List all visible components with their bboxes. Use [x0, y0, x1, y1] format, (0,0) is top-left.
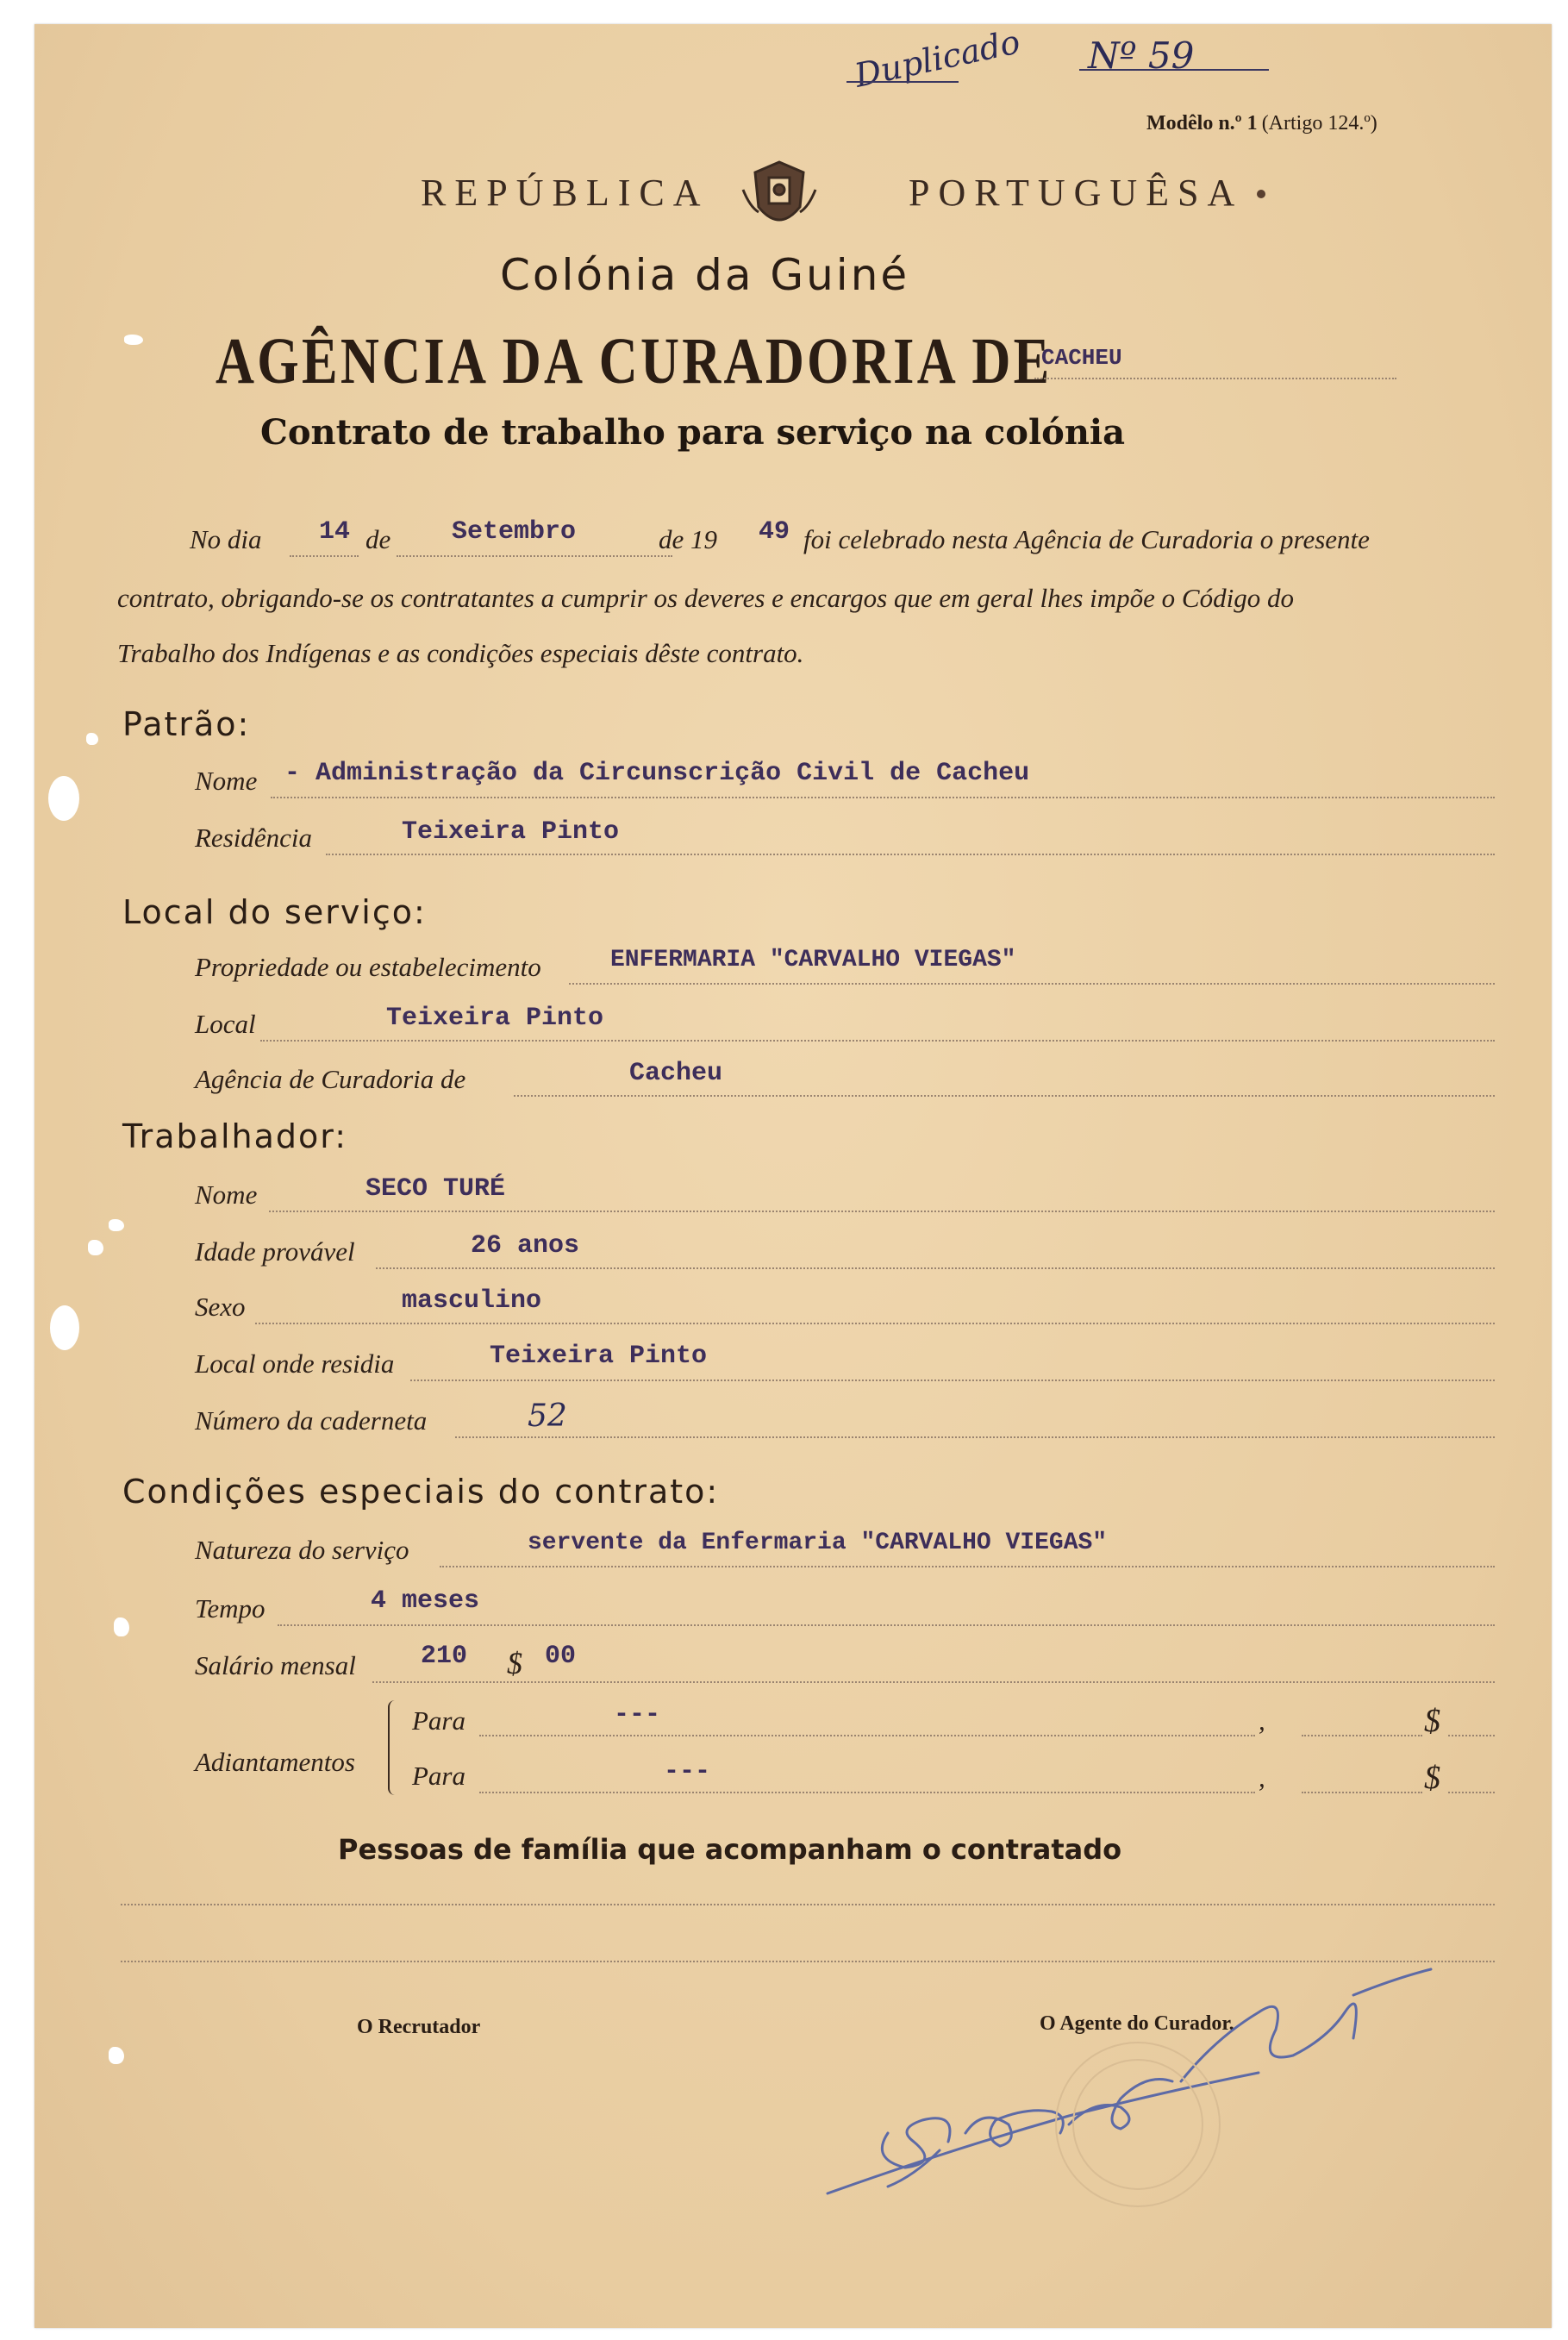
tempo-value: 4 meses: [371, 1586, 480, 1616]
trab-nome-label: Nome: [195, 1179, 258, 1210]
familia-heading: Pessoas de família que acompanham o contratado: [338, 1833, 1122, 1866]
residia-value: Teixeira Pinto: [490, 1342, 708, 1371]
residia-label: Local onde residia: [195, 1348, 395, 1379]
para-2-label: Para: [412, 1761, 465, 1791]
patrao-nome-value: - Administração da Circunscrição Civil de Cacheu: [284, 759, 1030, 788]
para-1-currency: $: [1424, 1703, 1440, 1739]
local-value: Teixeira Pinto: [386, 1004, 604, 1033]
duplicate-note: Duplicado: [851, 22, 1024, 95]
trabalhador-heading: Trabalhador:: [122, 1117, 347, 1155]
agent-signature: [810, 1961, 1517, 2219]
intro-day: 14: [319, 517, 351, 547]
caderneta-value: 52: [528, 1398, 567, 1434]
republic-right: PORTUGUÊSA: [909, 172, 1244, 214]
contract-title: Contrato de trabalho para serviço na colónia: [260, 412, 1126, 453]
trab-nome-value: SECO TURÉ: [365, 1174, 506, 1204]
caderneta-label: Número da caderneta: [195, 1405, 428, 1436]
tempo-label: Tempo: [195, 1593, 265, 1624]
propriedade-value: ENFERMARIA "CARVALHO VIEGAS": [610, 947, 1016, 973]
agencia-label: Agência de Curadoria de: [195, 1064, 466, 1094]
intro-year: 49: [759, 517, 790, 547]
agency-title: AGÊNCIA DA CURADORIA DE: [216, 325, 1053, 397]
intro-line-3: Trabalho dos Indígenas e as condições especiais dêste contrato.: [117, 638, 804, 668]
coat-of-arms-emblem: [738, 155, 821, 238]
number-underline: [1079, 69, 1269, 71]
republic-left: REPÚBLICA: [421, 172, 709, 214]
intro-line-2: contrato, obrigando-se os contratantes a cumprir os deveres e encargos que em geral lhes impõe o Código do: [117, 583, 1294, 613]
natureza-label: Natureza do serviço: [195, 1535, 409, 1565]
adiantamentos-label: Adiantamentos: [195, 1747, 355, 1777]
patrao-heading: Patrão:: [122, 705, 251, 743]
patrao-nome-label: Nome: [195, 766, 258, 796]
familia-line-1: [121, 1904, 1495, 1905]
local-servico-heading: Local do serviço:: [122, 893, 427, 931]
ink-dot: [1257, 190, 1265, 198]
salario-label: Salário mensal: [195, 1650, 356, 1680]
model-reference: Modêlo n.º 1 (Artigo 124.º): [1146, 112, 1377, 135]
document-page: [34, 24, 1552, 2328]
intro-text-4: foi celebrado nesta Agência de Curadoria o presente: [803, 524, 1370, 554]
colony-title: Colónia da Guiné: [500, 250, 910, 300]
document-number: Nº 59: [1088, 34, 1195, 77]
para-2-currency: $: [1424, 1760, 1440, 1796]
condicoes-heading: Condições especiais do contrato:: [122, 1473, 720, 1511]
para-1-value: ---: [614, 1700, 661, 1730]
para-1-comma: ,: [1259, 1705, 1265, 1736]
salario-separator: $: [507, 1646, 522, 1680]
agencia-value: Cacheu: [629, 1059, 723, 1088]
patrao-residencia-label: Residência: [195, 823, 313, 853]
intro-month: Setembro: [452, 517, 577, 547]
sexo-value: masculino: [402, 1286, 542, 1316]
adiantamentos-brace: [388, 1700, 398, 1795]
punch-hole-top: [48, 776, 79, 821]
local-label: Local: [195, 1009, 256, 1039]
idade-label: Idade provável: [195, 1236, 355, 1267]
intro-text-2: de: [365, 524, 391, 554]
para-2-comma: ,: [1259, 1762, 1265, 1793]
natureza-value: servente da Enfermaria "CARVALHO VIEGAS": [528, 1530, 1108, 1556]
salario-value: 210: [421, 1642, 468, 1671]
para-2-value: ---: [664, 1757, 711, 1786]
duplicate-underline: [846, 81, 959, 83]
intro-text-1: No dia: [190, 524, 262, 554]
sexo-label: Sexo: [195, 1292, 246, 1322]
para-1-label: Para: [412, 1705, 465, 1736]
agente-label: O Agente do Curador,: [1040, 2012, 1234, 2035]
idade-value: 26 anos: [471, 1231, 580, 1261]
patrao-residencia-value: Teixeira Pinto: [402, 817, 620, 847]
propriedade-label: Propriedade ou estabelecimento: [195, 952, 541, 982]
punch-hole-bottom: [50, 1305, 79, 1350]
intro-text-3: de 19: [659, 524, 718, 554]
recrutador-label: O Recrutador: [357, 2016, 481, 2038]
agency-place: CACHEU: [1041, 345, 1122, 371]
salario-cents: 00: [545, 1642, 577, 1671]
